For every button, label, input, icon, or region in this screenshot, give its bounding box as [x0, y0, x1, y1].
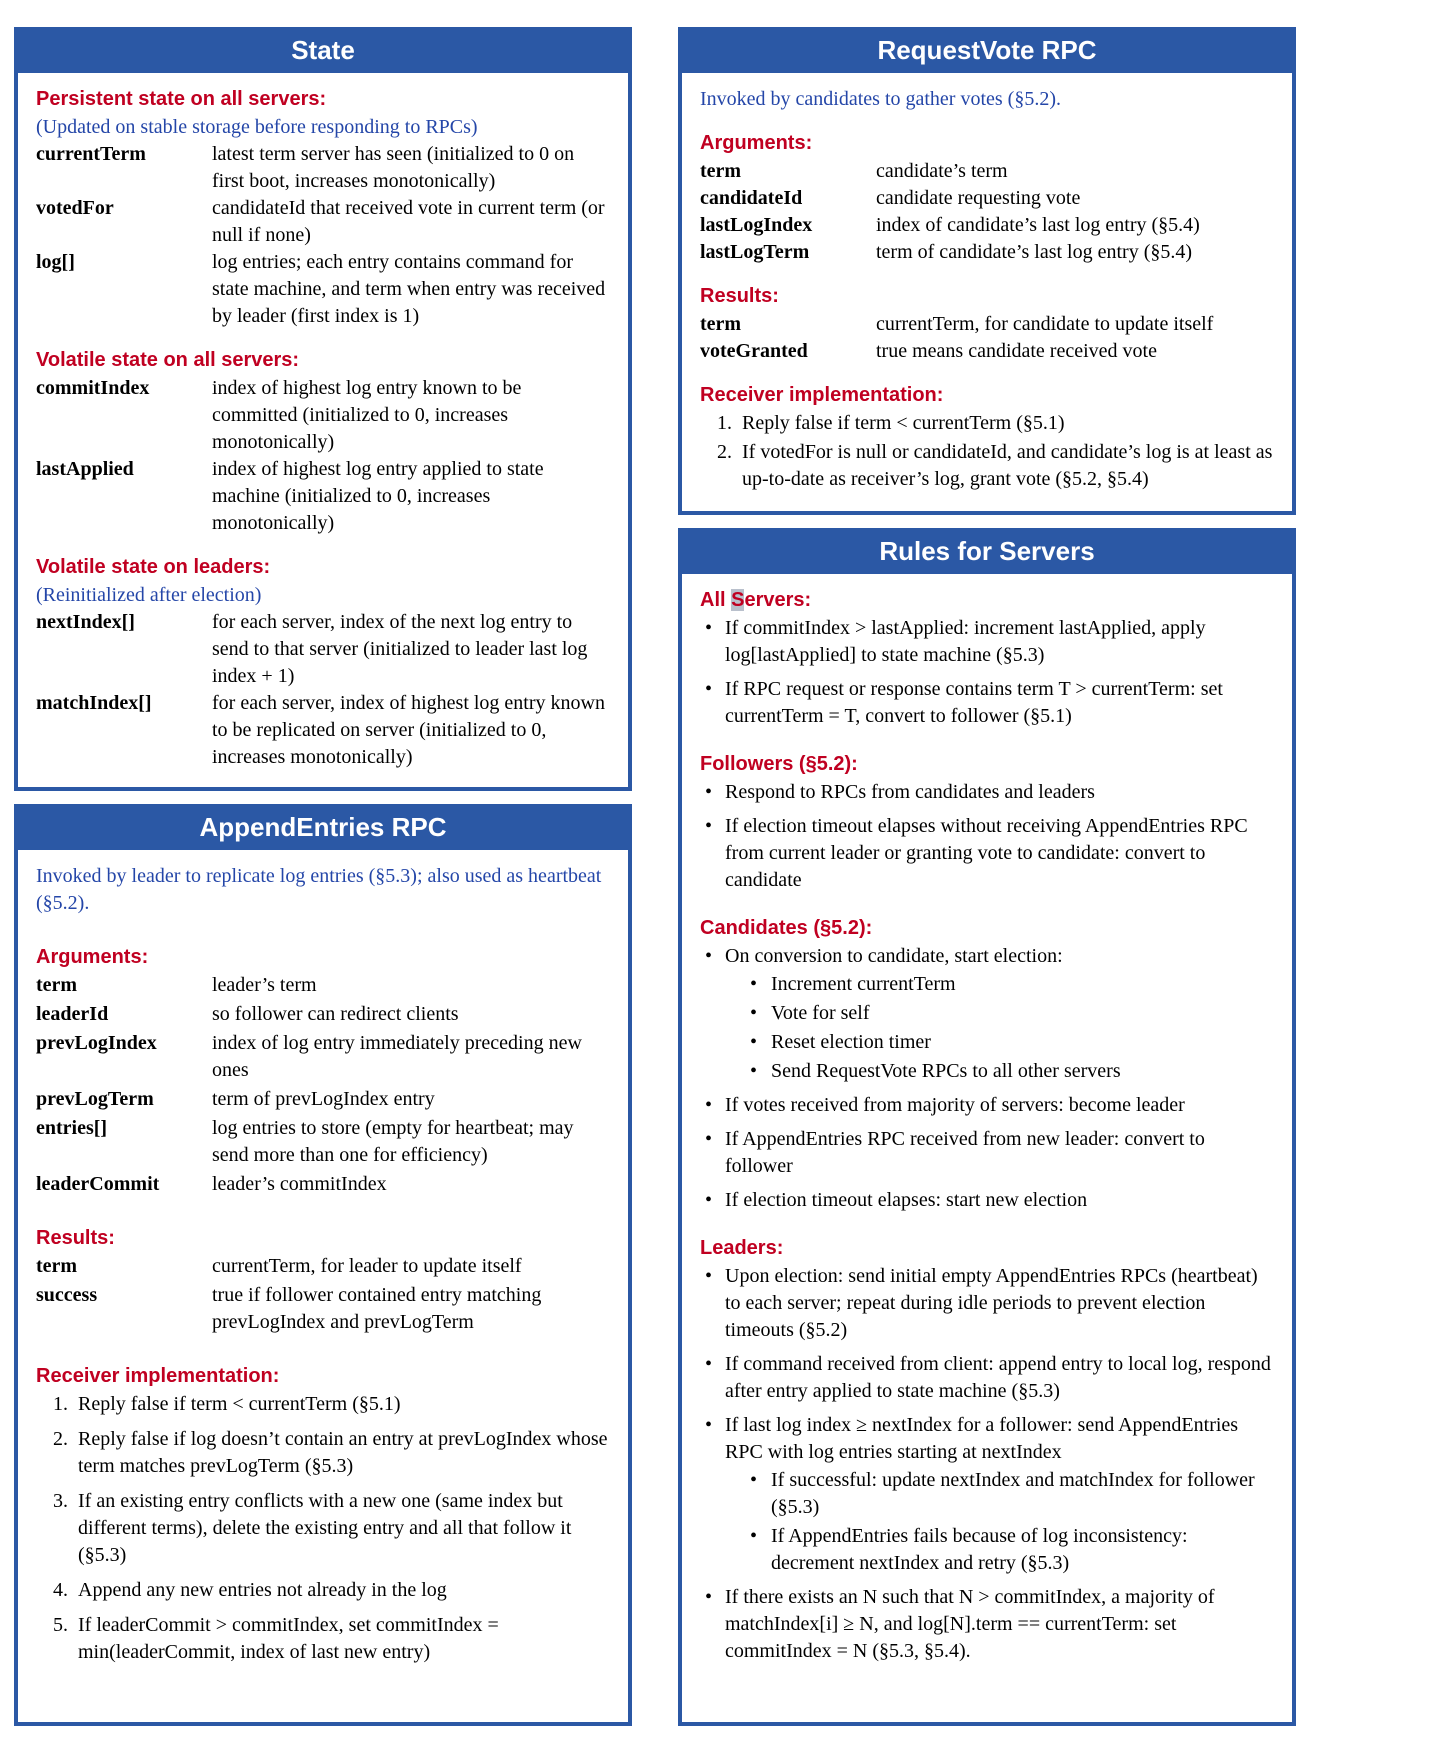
- field-description: candidate requesting vote: [876, 186, 1081, 209]
- field-name: term: [700, 312, 742, 335]
- rule-item: • If command received from client: append entry to local log, respond after entry applied to state machine (§5.3): [700, 1351, 1275, 1405]
- section-heading: Persistent state on all servers:: [36, 87, 327, 110]
- field-row: [36, 1115, 611, 1169]
- rule-item: • If RPC request or response contains term T > currentTerm: set currentTerm = T, convert to follower (§5.1): [700, 676, 1275, 730]
- field-row: [700, 338, 1275, 365]
- left-column: [14, 27, 632, 1726]
- rules-list: [700, 943, 1275, 1214]
- volatile-state-leaders-section: [36, 554, 611, 771]
- section-heading: Receiver implementation:: [36, 1364, 280, 1387]
- field-description: so follower can redirect clients: [212, 1002, 459, 1025]
- field-name: candidateId: [700, 186, 803, 209]
- section-heading: Results:: [36, 1226, 115, 1249]
- volatile-state-all-section: [36, 347, 611, 537]
- field-name: term: [36, 973, 78, 996]
- receiver-implementation-section: [36, 1363, 611, 1666]
- section-heading: Followers (§5.2):: [700, 752, 858, 775]
- section-heading: Arguments:: [700, 131, 813, 154]
- field-row: [36, 1001, 611, 1028]
- field-description: currentTerm, for candidate to update itself: [876, 312, 1214, 335]
- rule-subitems: [725, 971, 1275, 1085]
- field-row: [36, 195, 611, 249]
- panel-intro: Invoked by candidates to gather votes (§5.2).: [700, 87, 1062, 110]
- rule-text: If last log index ≥ nextIndex for a follower: send AppendEntries RPC with log entries starting at nextIndex: [725, 1413, 1239, 1463]
- rule-item: [700, 1412, 1275, 1577]
- field-row: [36, 1086, 611, 1113]
- receiver-step: 4. Append any new entries not already in the log: [73, 1577, 611, 1604]
- field-description: index of highest log entry applied to state machine (initialized to 0, increases monotonically): [212, 457, 544, 534]
- rule-item: • Respond to RPCs from candidates and leaders: [700, 779, 1275, 806]
- field-name: leaderId: [36, 1002, 109, 1025]
- field-row: [36, 141, 611, 195]
- rule-subitem: • Send RequestVote RPCs to all other servers: [747, 1058, 1275, 1085]
- section-heading: Receiver implementation:: [700, 383, 944, 406]
- receiver-step: 5. If leaderCommit > commitIndex, set commitIndex = min(leaderCommit, index of last new entry): [73, 1612, 611, 1666]
- state-panel-title: State: [18, 31, 628, 73]
- receiver-step: 2. If votedFor is null or candidateId, and candidate’s log is at least as up-to-date as receiver’s log, grant vote (§5.2, §5.4): [737, 439, 1275, 493]
- section-heading: Leaders:: [700, 1236, 784, 1259]
- rule-subitem: • Increment currentTerm: [747, 971, 1275, 998]
- field-name: log[]: [36, 250, 75, 273]
- field-name: commitIndex: [36, 376, 150, 399]
- heading-text: ervers:: [744, 588, 812, 611]
- state-panel-body: [18, 73, 628, 787]
- append-entries-panel-title: AppendEntries RPC: [18, 808, 628, 850]
- results-section: [700, 283, 1275, 365]
- receiver-step: 1. Reply false if term < currentTerm (§5.1): [737, 410, 1275, 437]
- field-description: for each server, index of highest log entry known to be replicated on server (initialized to 0, increases monotonically): [212, 691, 605, 768]
- field-name: currentTerm: [36, 142, 146, 165]
- rule-item: [700, 943, 1275, 1085]
- receiver-step: 2. Reply false if log doesn’t contain an entry at prevLogIndex whose term matches prevLogTerm (§5.3): [73, 1426, 611, 1480]
- rule-subitems: [725, 1467, 1275, 1577]
- section-heading: Results:: [700, 284, 779, 307]
- rule-item: • If election timeout elapses: start new election: [700, 1187, 1275, 1214]
- receiver-step: 3. If an existing entry conflicts with a new one (same index but different terms), delete the existing entry and all that follow it (§5.3): [73, 1488, 611, 1569]
- field-description: index of log entry immediately preceding new ones: [212, 1031, 582, 1081]
- rule-item: • If election timeout elapses without receiving AppendEntries RPC from current leader or granting vote to candidate: convert to candidate: [700, 813, 1275, 894]
- field-row: [700, 239, 1275, 266]
- field-name: lastLogTerm: [700, 240, 810, 263]
- field-row: [36, 375, 611, 456]
- rule-item: • If AppendEntries RPC received from new leader: convert to follower: [700, 1126, 1275, 1180]
- field-name: entries[]: [36, 1116, 108, 1139]
- rule-item: • Upon election: send initial empty AppendEntries RPCs (heartbeat) to each server; repeat during idle periods to prevent election timeouts (§5.2): [700, 1263, 1275, 1344]
- request-vote-panel-body: [682, 73, 1292, 511]
- field-description: true means candidate received vote: [876, 339, 1157, 362]
- candidates-section: [700, 915, 1275, 1214]
- rule-item: • If there exists an N such that N > commitIndex, a majority of matchIndex[i] ≥ N, and log[N].term == currentTerm: set commitIndex = N (§5.3, §5.4).: [700, 1584, 1275, 1665]
- field-description: log entries to store (empty for heartbeat; may send more than one for efficiency): [212, 1116, 574, 1166]
- receiver-steps-list: [36, 1391, 611, 1666]
- rule-subitem: • If successful: update nextIndex and matchIndex for follower (§5.3): [747, 1467, 1275, 1521]
- receiver-step: 1. Reply false if term < currentTerm (§5.1): [73, 1391, 611, 1418]
- field-row: [700, 158, 1275, 185]
- rule-text: On conversion to candidate, start election:: [725, 944, 1063, 967]
- heading-highlight: S: [731, 588, 745, 611]
- field-row: [36, 972, 611, 999]
- field-name: prevLogIndex: [36, 1031, 157, 1054]
- field-row: [36, 456, 611, 537]
- rules-panel-title: Rules for Servers: [682, 532, 1292, 574]
- field-description: term of candidate’s last log entry (§5.4): [876, 240, 1193, 263]
- field-row: [36, 690, 611, 771]
- request-vote-panel-title: RequestVote RPC: [682, 31, 1292, 73]
- receiver-implementation-section: [700, 382, 1275, 493]
- field-name: term: [700, 159, 742, 182]
- field-description: candidate’s term: [876, 159, 1008, 182]
- field-description: latest term server has seen (initialized to 0 on first boot, increases monotonically): [212, 142, 575, 192]
- field-description: index of candidate’s last log entry (§5.4): [876, 213, 1200, 236]
- field-description: currentTerm, for leader to update itself: [212, 1254, 522, 1277]
- field-row: [700, 185, 1275, 212]
- rule-item: • If commitIndex > lastApplied: increment lastApplied, apply log[lastApplied] to state machine (§5.3): [700, 615, 1275, 669]
- append-entries-panel-body: [18, 850, 628, 1722]
- field-row: [36, 1282, 611, 1336]
- field-row: [36, 1253, 611, 1280]
- field-description: leader’s commitIndex: [212, 1172, 387, 1195]
- section-note: (Updated on stable storage before responding to RPCs): [36, 115, 478, 138]
- rule-item: • If votes received from majority of servers: become leader: [700, 1092, 1275, 1119]
- field-name: leaderCommit: [36, 1172, 160, 1195]
- rules-list: [700, 1263, 1275, 1665]
- rule-subitem: • Vote for self: [747, 1000, 1275, 1027]
- leaders-section: [700, 1235, 1275, 1665]
- append-entries-panel: [14, 804, 632, 1726]
- field-name: term: [36, 1254, 78, 1277]
- field-row: [700, 311, 1275, 338]
- state-panel: [14, 27, 632, 791]
- section-note: (Reinitialized after election): [36, 583, 262, 606]
- section-heading: [700, 587, 1275, 613]
- arguments-section: [700, 130, 1275, 266]
- field-row: [36, 609, 611, 690]
- rule-subitem: • Reset election timer: [747, 1029, 1275, 1056]
- field-description: true if follower contained entry matching prevLogIndex and prevLogTerm: [212, 1283, 542, 1333]
- section-heading: Volatile state on all servers:: [36, 348, 300, 371]
- rules-list: [700, 779, 1275, 894]
- section-heading: Volatile state on leaders:: [36, 555, 271, 578]
- field-name: lastApplied: [36, 457, 134, 480]
- right-column: [678, 27, 1296, 1726]
- field-name: lastLogIndex: [700, 213, 813, 236]
- field-name: success: [36, 1283, 98, 1306]
- rule-subitem: • If AppendEntries fails because of log inconsistency: decrement nextIndex and retry (§5.3): [747, 1523, 1275, 1577]
- heading-text: All: [700, 588, 732, 611]
- field-name: nextIndex[]: [36, 610, 135, 633]
- section-heading: Arguments:: [36, 945, 149, 968]
- field-name: votedFor: [36, 196, 114, 219]
- field-description: for each server, index of the next log entry to send to that server (initialized to leader last log index + 1): [212, 610, 588, 687]
- section-heading: Candidates (§5.2):: [700, 916, 873, 939]
- results-section: [36, 1225, 611, 1336]
- field-description: candidateId that received vote in current term (or null if none): [212, 196, 605, 246]
- field-name: matchIndex[]: [36, 691, 152, 714]
- field-name: prevLogTerm: [36, 1087, 154, 1110]
- persistent-state-section: [36, 86, 611, 330]
- field-row: [700, 212, 1275, 239]
- rules-panel-body: [682, 574, 1292, 1722]
- arguments-section: [36, 944, 611, 1198]
- field-name: voteGranted: [700, 339, 808, 362]
- field-row: [36, 1171, 611, 1198]
- field-description: leader’s term: [212, 973, 317, 996]
- receiver-steps-list: [700, 410, 1275, 493]
- all-servers-section: [700, 587, 1275, 730]
- followers-section: [700, 751, 1275, 894]
- rules-for-servers-panel: [678, 528, 1296, 1726]
- panel-intro: Invoked by leader to replicate log entries (§5.3); also used as heartbeat (§5.2).: [36, 864, 602, 914]
- field-row: [36, 1030, 611, 1084]
- field-description: index of highest log entry known to be committed (initialized to 0, increases monotonically): [212, 376, 522, 453]
- rules-list: [700, 615, 1275, 730]
- field-description: term of prevLogIndex entry: [212, 1087, 435, 1110]
- field-row: [36, 249, 611, 330]
- request-vote-panel: [678, 27, 1296, 515]
- field-description: log entries; each entry contains command for state machine, and term when entry was received by leader (first index is 1): [212, 250, 606, 327]
